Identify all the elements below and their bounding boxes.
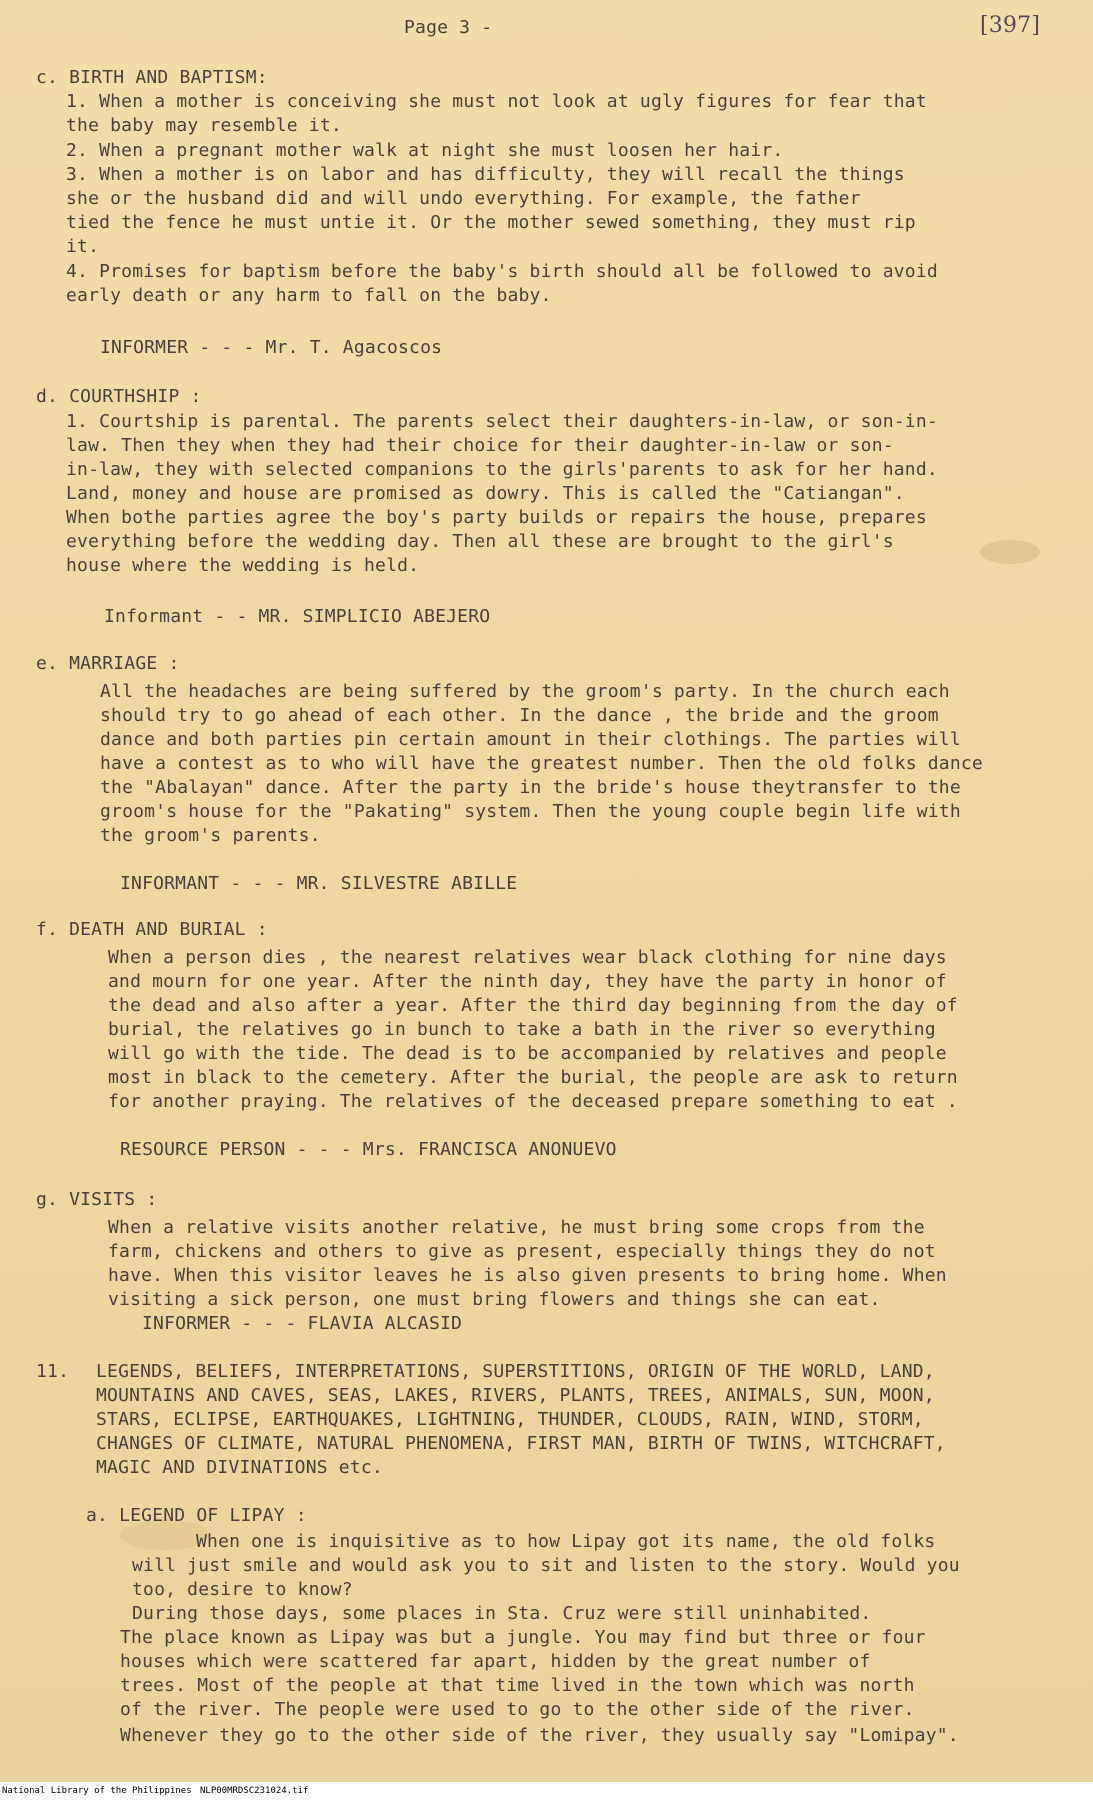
footer-filename: NLP00MRDSC231024.tif: [200, 1786, 309, 1796]
paragraph-line: 1. Courtship is parental. The parents select their daughters-in-law, or son-in-: [66, 411, 938, 432]
paragraph-line: law. Then they when they had their choice for their daughter-in-law or son-: [66, 435, 894, 456]
section-title: f. DEATH AND BURIAL :: [36, 919, 268, 940]
paragraph-line: will just smile and would ask you to sit and listen to the story. Would you: [132, 1555, 960, 1576]
paragraph-line: The place known as Lipay was but a jungle. You may find but three or four: [120, 1627, 926, 1648]
paragraph-line: everything before the wedding day. Then all these are brought to the girl's: [66, 531, 894, 552]
paragraph-line: have. When this visitor leaves he is also given presents to bring home. When: [108, 1265, 947, 1286]
informant-line: INFORMER - - - Mr. T. Agacoscos: [100, 337, 443, 358]
section-title: e. MARRIAGE :: [36, 653, 180, 674]
paragraph-line: house where the wedding is held.: [66, 555, 420, 576]
informant-line: INFORMANT - - - MR. SILVESTRE ABILLE: [120, 873, 518, 894]
paragraph-line: will go with the tide. The dead is to be accompanied by relatives and people: [108, 1043, 947, 1064]
archive-stamp: [397]: [980, 13, 1041, 38]
subsection-title: a. LEGEND OF LIPAY :: [86, 1505, 307, 1526]
paragraph-line: burial, the relatives go in bunch to take a bath in the river so everything: [108, 1019, 936, 1040]
paragraph-line: When a person dies , the nearest relatives wear black clothing for nine days: [108, 947, 947, 968]
list-item: 3. When a mother is on labor and has difficulty, they will recall the things: [66, 164, 905, 185]
informant-line: Informant - - MR. SIMPLICIO ABEJERO: [104, 606, 491, 627]
paragraph-line: All the headaches are being suffered by the groom's party. In the church each: [100, 681, 950, 702]
list-item: early death or any harm to fall on the baby.: [66, 285, 552, 306]
heading-line: MOUNTAINS AND CAVES, SEAS, LAKES, RIVERS, PLANTS, TREES, ANIMALS, SUN, MOON,: [96, 1385, 935, 1406]
paragraph-line: of the river. The people were used to go to the other side of the river.: [120, 1699, 915, 1720]
paragraph-line: should try to go ahead of each other. In the dance , the bride and the groom: [100, 705, 939, 726]
list-item: 4. Promises for baptism before the baby's birth should all be followed to avoid: [66, 261, 938, 282]
paragraph-line: most in black to the cemetery. After the burial, the people are ask to return: [108, 1067, 958, 1088]
heading-line: LEGENDS, BELIEFS, INTERPRETATIONS, SUPERSTITIONS, ORIGIN OF THE WORLD, LAND,: [96, 1361, 935, 1382]
paragraph-line: During those days, some places in Sta. Cruz were still uninhabited.: [132, 1603, 872, 1624]
list-item: 2. When a pregnant mother walk at night she must loosen her hair.: [66, 140, 784, 161]
heading-line: STARS, ECLIPSE, EARTHQUAKES, LIGHTNING, THUNDER, CLOUDS, RAIN, WIND, STORM,: [96, 1409, 924, 1430]
list-item: it.: [66, 236, 100, 257]
paragraph-line: houses which were scattered far apart, hidden by the great number of: [120, 1651, 871, 1672]
list-item: 1. When a mother is conceiving she must not look at ugly figures for fear that: [66, 91, 927, 112]
paragraph-line: too, desire to know?: [132, 1579, 353, 1600]
section-title: d. COURTHSHIP :: [36, 386, 202, 407]
paragraph-line: for another praying. The relatives of the deceased prepare something to eat .: [108, 1091, 958, 1112]
paragraph-line: the dead and also after a year. After the third day beginning from the day of: [108, 995, 958, 1016]
paragraph-line: in-law, they with selected companions to the girls'parents to ask for her hand.: [66, 459, 938, 480]
list-item: the baby may resemble it.: [66, 115, 342, 136]
section-number: 11.: [36, 1361, 70, 1382]
informant-line: INFORMER - - - FLAVIA ALCASID: [142, 1313, 463, 1334]
paragraph-line: Whenever they go to the other side of the river, they usually say "Lomipay".: [120, 1725, 959, 1746]
paragraph-line: When one is inquisitive as to how Lipay got its name, the old folks: [196, 1531, 936, 1552]
paper-stain: [980, 540, 1040, 564]
paragraph-line: When a relative visits another relative, he must bring some crops from the: [108, 1217, 925, 1238]
paragraph-line: groom's house for the "Pakating" system. Then the young couple begin life with: [100, 801, 961, 822]
section-title: g. VISITS :: [36, 1189, 158, 1210]
paragraph-line: dance and both parties pin certain amount in their clothings. The parties will: [100, 729, 961, 750]
page-label: Page 3 -: [404, 17, 493, 38]
heading-line: MAGIC AND DIVINATIONS etc.: [96, 1457, 383, 1478]
paragraph-line: When bothe parties agree the boy's party builds or repairs the house, prepares: [66, 507, 927, 528]
section-title: c. BIRTH AND BAPTISM:: [36, 67, 268, 88]
archive-footer: [0, 1782, 1093, 1800]
paragraph-line: farm, chickens and others to give as present, especially things they do not: [108, 1241, 936, 1262]
heading-line: CHANGES OF CLIMATE, NATURAL PHENOMENA, FIRST MAN, BIRTH OF TWINS, WITCHCRAFT,: [96, 1433, 946, 1454]
informant-line: RESOURCE PERSON - - - Mrs. FRANCISCA ANONUEVO: [120, 1139, 617, 1160]
paragraph-line: the groom's parents.: [100, 825, 321, 846]
paragraph-line: trees. Most of the people at that time lived in the town which was north: [120, 1675, 915, 1696]
paragraph-line: Land, money and house are promised as dowry. This is called the "Catiangan".: [66, 483, 905, 504]
paragraph-line: have a contest as to who will have the greatest number. Then the old folks dance: [100, 753, 983, 774]
footer-library: National Library of the Philippines: [2, 1786, 192, 1796]
paragraph-line: the "Abalayan" dance. After the party in the bride's house theytransfer to the: [100, 777, 961, 798]
list-item: she or the husband did and will undo everything. For example, the father: [66, 188, 861, 209]
list-item: tied the fence he must untie it. Or the mother sewed something, they must rip: [66, 212, 916, 233]
paragraph-line: and mourn for one year. After the ninth day, they have the party in honor of: [108, 971, 947, 992]
paragraph-line: visiting a sick person, one must bring flowers and things she can eat.: [108, 1289, 881, 1310]
